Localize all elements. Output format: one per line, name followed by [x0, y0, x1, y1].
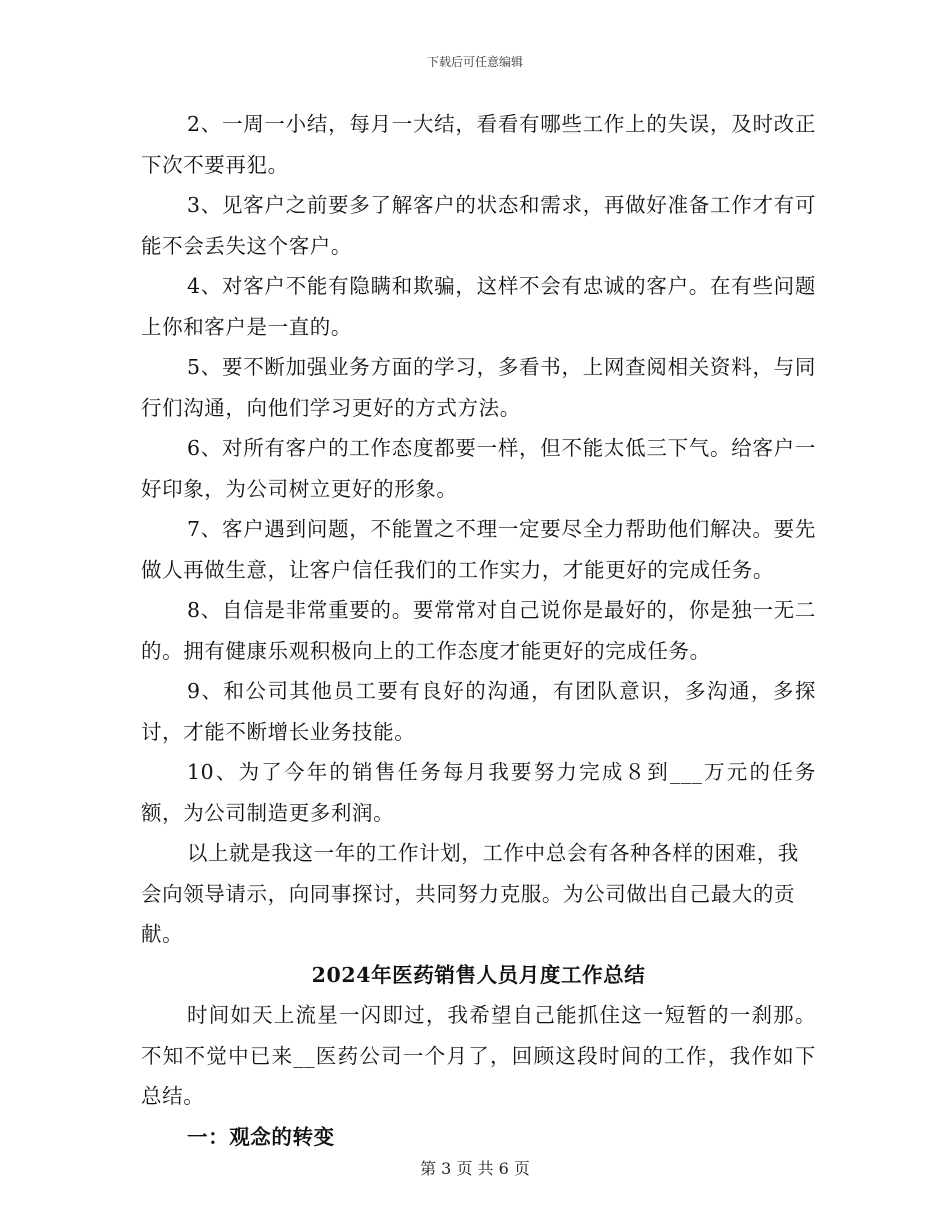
subheading: 一：观念的转变 — [187, 1124, 335, 1149]
intro-paragraph: 时间如天上流星一闪即过，我希望自己能抓住这一短暂的一刹那。不知不觉中已来__医药公司一个月了，回顾这段时间的工作，我作如下总结。 — [141, 1003, 816, 1108]
page-number-footer: 第 3 页 共 6 页 — [420, 1159, 530, 1178]
document-body — [141, 104, 816, 1157]
list-item: 7、客户遇到问题，不能置之不理一定要尽全力帮助他们解决。要先做人再做生意，让客户信任我们的工作实力，才能更好的完成任务。 — [141, 517, 816, 582]
section-title: 2024年医药销售人员月度工作总结 — [311, 962, 646, 987]
list-item: 8、自信是非常重要的。要常常对自己说你是最好的，你是独一无二的。拥有健康乐观积极向上的工作态度才能更好的完成任务。 — [141, 598, 816, 663]
list-item: 3、见客户之前要多了解客户的状态和需求，再做好准备工作才有可能不会丢失这个客户。 — [141, 193, 816, 258]
list-item: 6、对所有客户的工作态度都要一样，但不能太低三下气。给客户一好印象，为公司树立更好的形象。 — [141, 436, 816, 501]
list-item: 2、一周一小结，每月一大结，看看有哪些工作上的失误，及时改正下次不要再犯。 — [141, 112, 816, 177]
list-item: 10、为了今年的销售任务每月我要努力完成８到___万元的任务额，为公司制造更多利润。 — [141, 760, 816, 825]
list-item: 4、对客户不能有隐瞒和欺骗，这样不会有忠诚的客户。在有些问题上你和客户是一直的。 — [141, 274, 816, 339]
page-header-note: 下载后可任意编辑 — [426, 55, 523, 69]
closing-paragraph: 以上就是我这一年的工作计划，工作中总会有各种各样的困难，我会向领导请示，向同事探讨，共同努力克服。为公司做出自己最大的贡献。 — [141, 841, 799, 946]
list-item: 9、和公司其他员工要有良好的沟通，有团队意识，多沟通，多探讨，才能不断增长业务技能。 — [141, 679, 816, 744]
list-item: 5、要不断加强业务方面的学习，多看书，上网查阅相关资料，与同行们沟通，向他们学习更好的方式方法。 — [141, 355, 816, 420]
